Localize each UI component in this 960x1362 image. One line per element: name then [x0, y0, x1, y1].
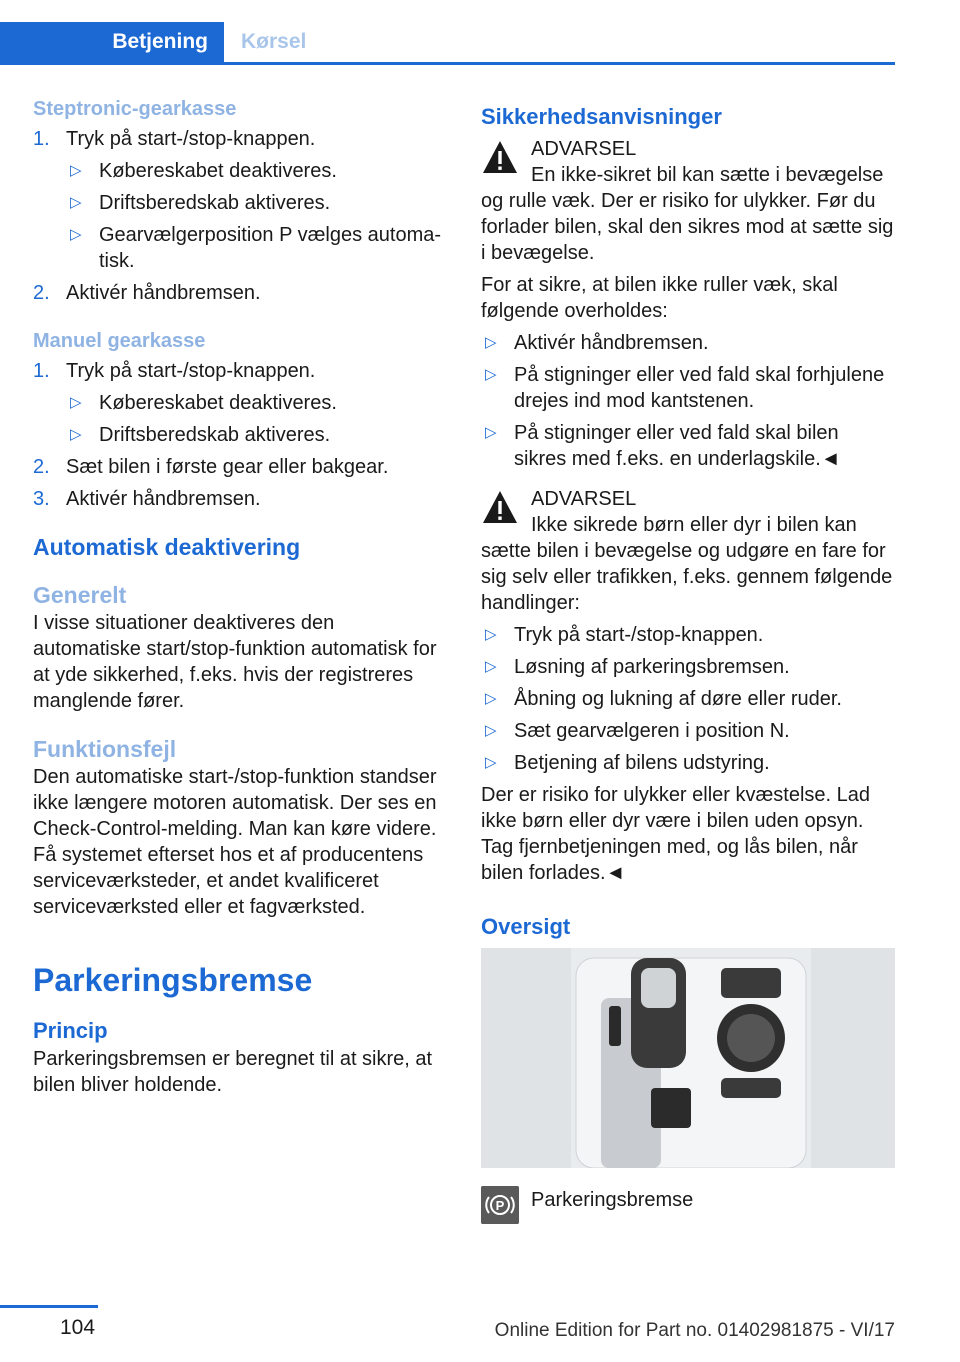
header-tabbar: [0, 22, 895, 65]
triangle-bullet-icon: ▷: [485, 626, 497, 643]
list-item: [66, 422, 443, 448]
triangle-bullet-icon: ▷: [70, 162, 82, 179]
list-item: [481, 686, 895, 712]
generelt-text: I visse situationer deaktiveres den automatiske start/stop-funktion automatisk for at yde sikkerhed, f.eks. hvis der registreres manglende fører.: [33, 612, 437, 712]
bullet-text: Sæt gearvælgeren i position N.: [514, 720, 790, 742]
triangle-bullet-icon: ▷: [485, 334, 497, 351]
step-number: 2.: [33, 456, 50, 478]
warning-block-1: [481, 136, 895, 180]
step-number: 3.: [33, 488, 50, 510]
step-text: Sæt bilen i første gear eller bakgear.: [66, 456, 389, 478]
bullet-text: Gearvælgerposition P vælges automa-tisk.: [99, 224, 442, 272]
list-item: [66, 390, 443, 416]
triangle-bullet-icon: ▷: [70, 226, 82, 243]
caption-text: Parkeringsbremse: [531, 1189, 694, 1211]
list-item: [481, 622, 895, 648]
warning-text-2: Ikke sikrede børn eller dyr i bilen kan sætte bilen i bevægelse og udgøre en fare for sig selv eller trafikken, f.eks. gennem følgende handlinger:: [481, 514, 893, 614]
tab-korsel[interactable]: Kørsel: [241, 30, 307, 53]
list-item: [66, 190, 443, 216]
triangle-bullet-icon: ▷: [70, 194, 82, 211]
list-item: [33, 126, 443, 274]
step-number: 1.: [33, 128, 50, 150]
triangle-bullet-icon: ▷: [485, 658, 497, 675]
intro-text: For at sikre, at bilen ikke ruller væk, skal følgende overholdes:: [481, 274, 838, 322]
bullet-text: Aktivér håndbremsen.: [514, 332, 709, 354]
list-item: [33, 280, 443, 306]
list-item: [481, 750, 895, 776]
list-item: [33, 358, 443, 448]
bullet-text: Løsning af parkeringsbremsen.: [514, 656, 790, 678]
bullet-text: Betjening af bilens udstyring.: [514, 752, 770, 774]
step-number: 2.: [33, 282, 50, 304]
triangle-bullet-icon: ▷: [70, 426, 82, 443]
list-item: [481, 718, 895, 744]
bullet-text: På stigninger eller ved fald skal bilen sikres med f.eks. en underlagskile.◄: [514, 422, 841, 470]
footer-rule: [0, 1305, 98, 1308]
svg-text:P: P: [495, 1198, 505, 1213]
triangle-bullet-icon: ▷: [485, 424, 497, 441]
step-number: 1.: [33, 360, 50, 382]
step-text: Aktivér håndbremsen.: [66, 282, 261, 304]
safety-heading: Sikkerhedsanvisninger: [481, 104, 722, 129]
list-item: [66, 222, 443, 274]
bullet-list: [66, 390, 443, 448]
bullet-list-1: [481, 330, 895, 472]
tab-betjening[interactable]: Betjening: [0, 22, 224, 62]
bullet-text: Tryk på start-/stop-knappen.: [514, 624, 764, 646]
list-item: [66, 158, 443, 184]
list-item: [481, 330, 895, 356]
triangle-bullet-icon: ▷: [485, 722, 497, 739]
bullet-text: På stigninger eller ved fald skal forhjulene drejes ind mod kantstenen.: [514, 364, 885, 412]
generelt-heading: Generelt: [33, 582, 127, 608]
bullet-text: Købereskabet deaktiveres.: [99, 392, 337, 414]
triangle-bullet-icon: ▷: [485, 754, 497, 771]
warning-label: ADVARSEL: [531, 138, 637, 160]
right-column: [481, 96, 895, 1226]
princip-heading: Princip: [33, 1018, 108, 1043]
step-text: Tryk på start-/stop-knappen.: [66, 360, 316, 382]
step-text: Tryk på start-/stop-knappen.: [66, 128, 316, 150]
list-item: [33, 486, 443, 512]
warning-triangle-icon: [481, 488, 519, 526]
warning-triangle-icon: [481, 138, 519, 176]
triangle-bullet-icon: ▷: [485, 690, 497, 707]
warning-text-1: En ikke-sikret bil kan sætte i bevægelse og rulle væk. Der er risiko for ulykker. Før du forlader bilen, skal den sikres mod at sætte sig i bevægelse.: [481, 164, 894, 264]
steptronic-heading: Steptronic-gearkasse: [33, 98, 237, 120]
bullet-text: Åbning og lukning af døre eller ruder.: [514, 688, 842, 710]
list-item: [33, 454, 443, 480]
edition-text: Online Edition for Part no. 01402981875 - VI/17: [494, 1320, 895, 1341]
manuel-heading: Manuel gearkasse: [33, 330, 206, 352]
parking-brake-icon: [481, 1186, 519, 1224]
oversigt-heading: Oversigt: [481, 914, 571, 939]
center-console-photo: [481, 948, 895, 1168]
auto-deactivation-heading: Automatisk deaktivering: [33, 534, 301, 560]
steptronic-steps: [33, 126, 443, 306]
bullet-text: Driftsberedskab aktiveres.: [99, 192, 331, 214]
list-item: [481, 362, 895, 414]
princip-text: Parkeringsbremsen er beregnet til at sikre, at bilen bliver holdende.: [33, 1048, 433, 1096]
manuel-steps: [33, 358, 443, 512]
chapter-title: Parkeringsbremse: [33, 962, 313, 998]
left-column: [33, 96, 443, 1098]
step-text: Aktivér håndbremsen.: [66, 488, 261, 510]
caption-row: [481, 1186, 895, 1226]
warning-label: ADVARSEL: [531, 488, 637, 510]
bullet-list-2: [481, 622, 895, 776]
bullet-text: Købereskabet deaktiveres.: [99, 160, 337, 182]
funktionsfejl-heading: Funktionsfejl: [33, 736, 177, 762]
warning-block-2: [481, 486, 895, 530]
funktionsfejl-text: Den automatiske start-/stop-funktion standser ikke længere motoren automatisk. Der ses en Check-Control-melding. Man kan køre videre. Få systemet efterset hos et af producentens serviceværksteder, et andet kvalificeret serviceværksted eller et fagværksted.: [33, 766, 437, 918]
list-item: [481, 654, 895, 680]
bullet-text: Driftsberedskab aktiveres.: [99, 424, 331, 446]
triangle-bullet-icon: ▷: [485, 366, 497, 383]
list-item: [481, 420, 895, 472]
triangle-bullet-icon: ▷: [70, 394, 82, 411]
closing-text: Der er risiko for ulykker eller kvæstelse. Lad ikke børn eller dyr være i bilen uden opsyn. Tag fjernbetjeningen med, og lås bilen, når bilen forlades.◄: [481, 784, 871, 884]
bullet-list: [66, 158, 443, 274]
page-number: 104: [60, 1316, 96, 1339]
